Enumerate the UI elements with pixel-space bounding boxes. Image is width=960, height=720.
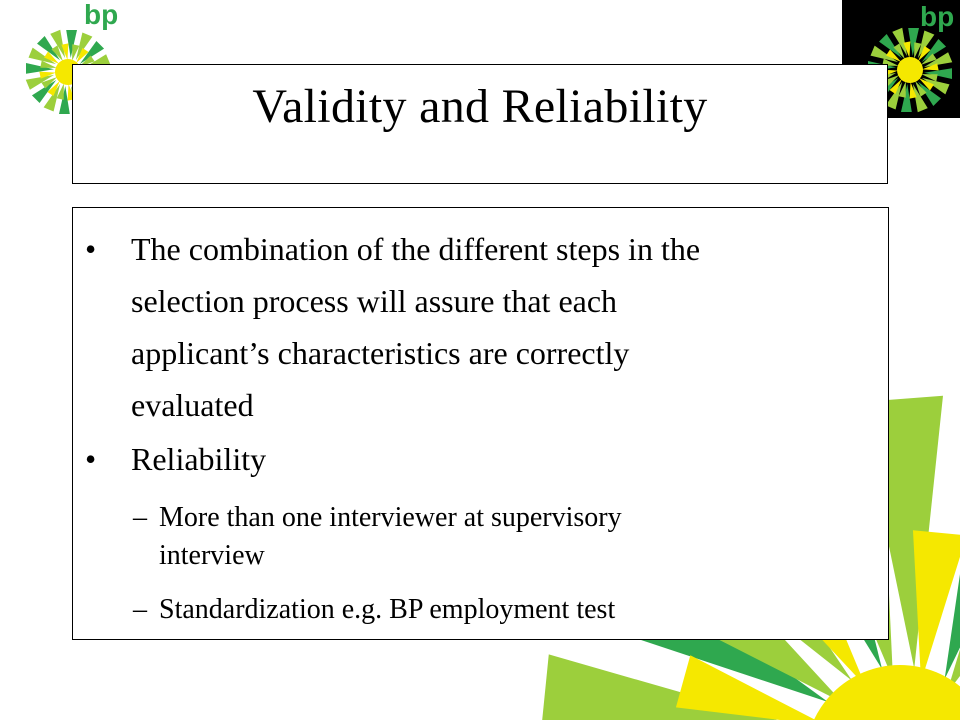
bullet-2-line-1: Reliability bbox=[131, 441, 267, 477]
bp-wordmark-top-right: bp bbox=[920, 1, 955, 32]
bullet-1-line-1: The combination of the different steps in the bbox=[131, 231, 701, 267]
subitem-1-line-1: More than one interviewer at supervisory bbox=[159, 502, 622, 533]
bullet-glyph: • bbox=[85, 441, 97, 477]
helios-center-icon bbox=[897, 57, 923, 83]
title-placeholder bbox=[72, 64, 888, 184]
subitem-1-line-2: interview bbox=[159, 540, 265, 571]
bp-wordmark-top-left: bp bbox=[84, 0, 119, 30]
slide-title: Validity and Reliability bbox=[252, 80, 708, 133]
dash-glyph: – bbox=[133, 594, 147, 625]
bullet-1-line-3: applicant’s characteristics are correctly bbox=[131, 335, 630, 371]
content-placeholder bbox=[72, 207, 889, 640]
bullet-1-line-4: evaluated bbox=[131, 387, 254, 423]
bullet-1-line-2: selection process will assure that each bbox=[131, 283, 618, 319]
subitem-2-line-1: Standardization e.g. BP employment test bbox=[159, 594, 616, 625]
dash-glyph: – bbox=[133, 502, 147, 533]
bullet-glyph: • bbox=[85, 231, 97, 267]
